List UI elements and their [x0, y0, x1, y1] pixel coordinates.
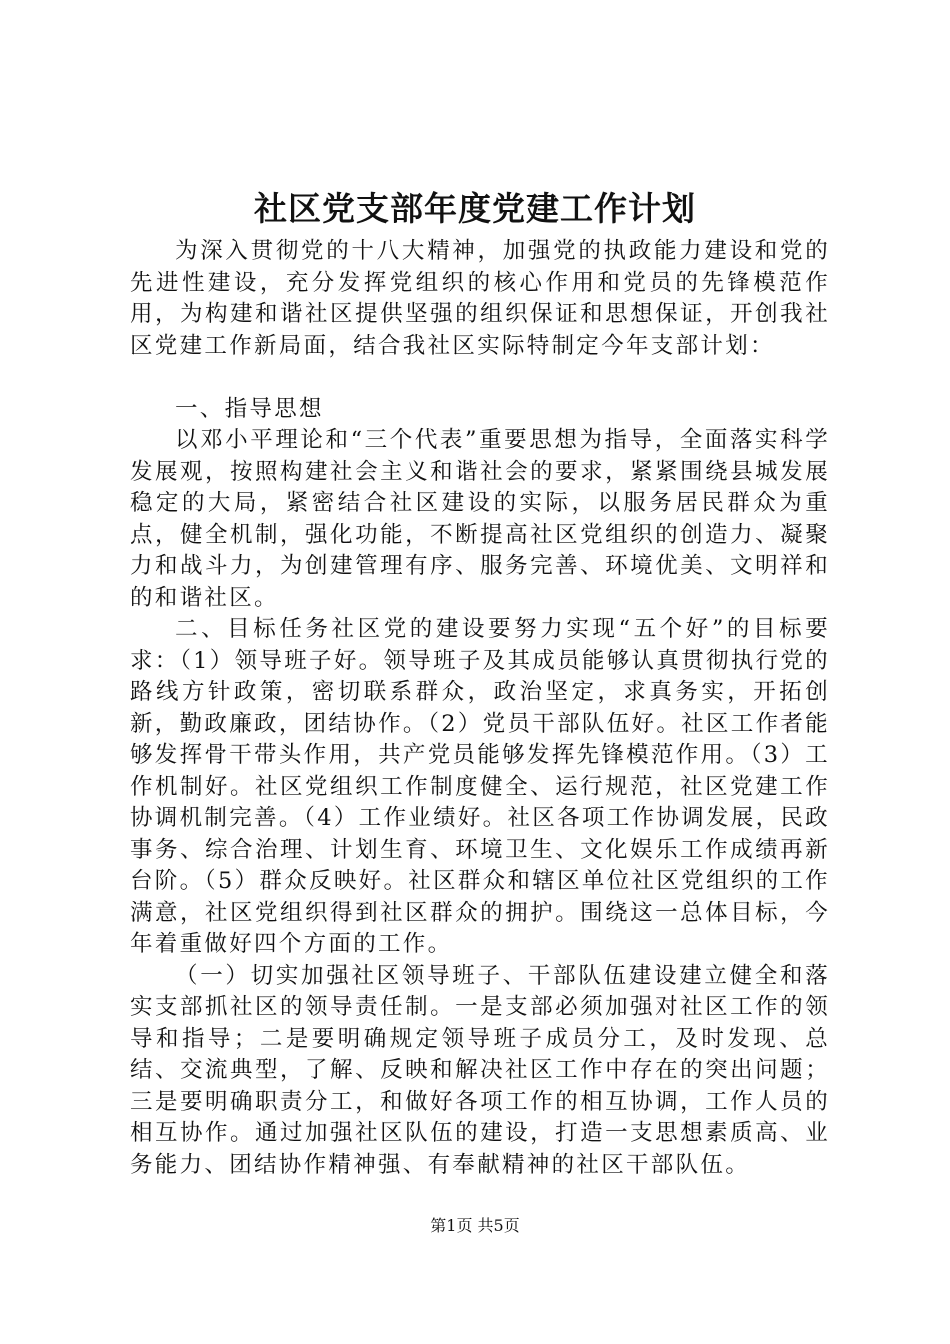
intro-paragraph: 为深入贯彻党的十八大精神，加强党的执政能力建设和党的先进性建设，充分发挥党组织的核心作用和党员的先锋模范作用，为构建和谐社区提供坚强的组织保证和思想保证，开创我社区党建工作新局面，结合我社区实际特制定今年支部计划：: [130, 238, 830, 359]
guiding-thought-paragraph: 以邓小平理论和“三个代表”重要思想为指导，全面落实科学发展观，按照构建社会主义和谐社会的要求，紧紧围绕县城发展稳定的大局，紧密结合社区建设的实际，以服务居民群众为重点，健全机制，强化功能，不断提高社区党组织的创造力、凝聚力和战斗力，为创建管理有序、服务完善、环境优美、文明祥和的和谐社区。: [130, 427, 830, 611]
leadership-paragraph: （一）切实加强社区领导班子、干部队伍建设建立健全和落实支部抓社区的领导责任制。一是支部必须加强对社区工作的领导和指导；二是要明确规定领导班子成员分工，及时发现、总结、交流典型，了解、反映和解决社区工作中存在的突出问题；三是要明确职责分工，和做好各项工作的相互协调，工作人员的相互协作。通过加强社区队伍的建设，打造一支思想素质高、业务能力、团结协作精神强、有奉献精神的社区干部队伍。: [130, 962, 830, 1178]
page-number-footer: 第1页 共5页: [430, 1216, 520, 1235]
section-heading-guiding-thought: 一、指导思想: [175, 395, 324, 422]
document-title: 社区党支部年度党建工作计划: [254, 189, 696, 228]
goals-paragraph: 二、目标任务社区党的建设要努力实现“五个好”的目标要求：（1）领导班子好。领导班子及其成员能够认真贯彻执行党的路线方针政策，密切联系群众，政治坚定，求真务实，开拓创新，勤政廉政，团结协作。（2）党员干部队伍好。社区工作者能够发挥骨干带头作用，共产党员能够发挥先锋模范作用。（3）工作机制好。社区党组织工作制度健全、运行规范，社区党建工作协调机制完善。（4）工作业绩好。社区各项工作协调发展，民政事务、综合治理、计划生育、环境卫生、文化娱乐工作成绩再新台阶。（5）群众反映好。社区群众和辖区单位社区党组织的工作满意，社区党组织得到社区群众的拥护。围绕这一总体目标，今年着重做好四个方面的工作。: [130, 616, 830, 957]
document-body: [130, 236, 830, 1181]
